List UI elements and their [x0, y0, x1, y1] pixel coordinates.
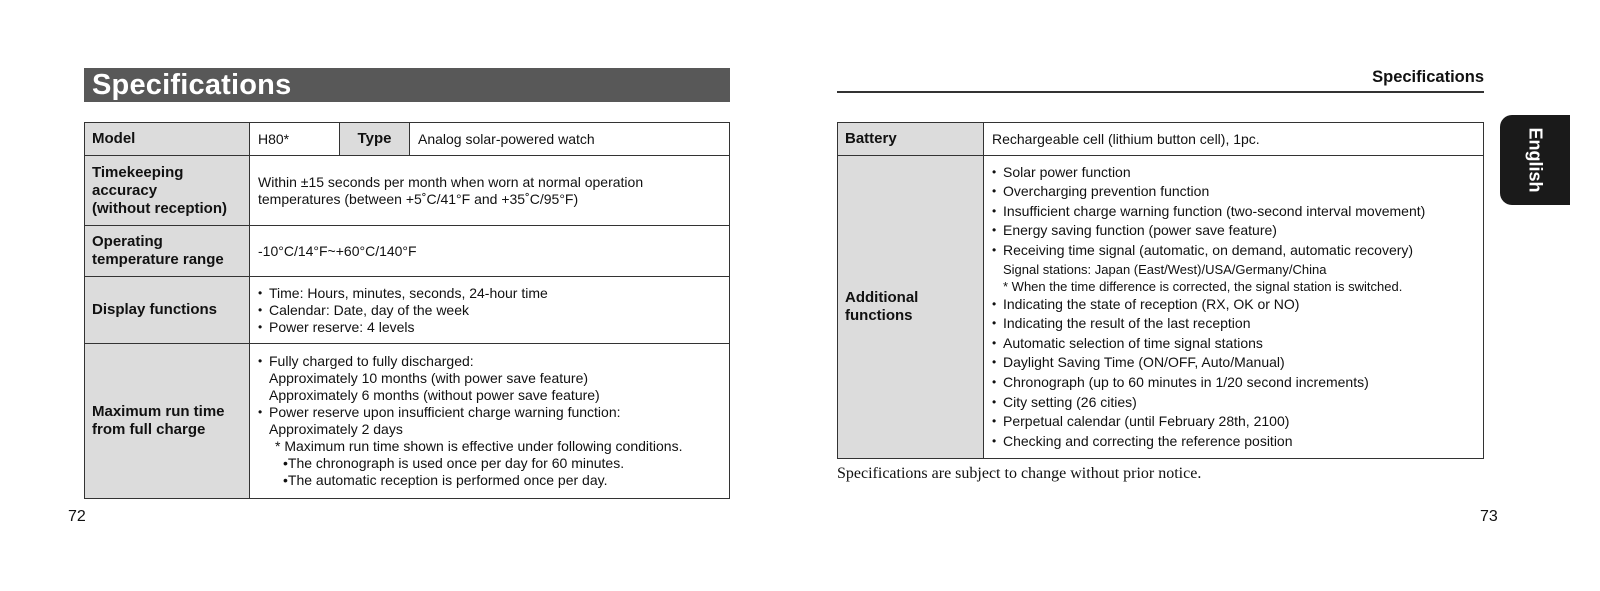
change-notice: Specifications are subject to change without prior notice.: [837, 465, 1202, 482]
header-rule: [837, 91, 1484, 93]
list-item: • Fully charged to fully discharged: Approximately 10 months (with power save feature) Approximately 6 months (without power save feature): [258, 353, 721, 404]
list-item: • Solar power function: [992, 163, 1475, 183]
specifications-table: [84, 122, 730, 499]
type-value: Analog solar-powered watch: [410, 123, 730, 156]
table-row: [838, 123, 1484, 156]
run-time-note: * Maximum run time shown is effective under following conditions.: [275, 438, 683, 454]
list-item: • Receiving time signal (automatic, on demand, automatic recovery) Signal stations: Japan (East/West)/USA/Germany/China * When the time difference is corrected, the signal station is switched.: [992, 241, 1475, 295]
operating-temp-value: -10°C/14°F~+60°C/140°F: [250, 226, 730, 277]
list-item: • Automatic selection of time signal stations: [992, 334, 1475, 354]
specifications-table-continued: [837, 122, 1484, 459]
list-item: • Indicating the result of the last reception: [992, 314, 1475, 334]
signal-stations: Signal stations: Japan (East/West)/USA/Germany/China: [1003, 261, 1327, 277]
page-number: 73: [1480, 508, 1498, 525]
model-label: Model: [85, 123, 250, 156]
table-row: [85, 344, 730, 499]
model-value: H80*: [250, 123, 340, 156]
additional-functions-label: Additional functions: [838, 156, 984, 459]
list-item: • City setting (26 cities): [992, 393, 1475, 413]
list-item: • Time: Hours, minutes, seconds, 24-hour time: [258, 285, 721, 302]
battery-value: Rechargeable cell (lithium button cell), 1pc.: [984, 123, 1484, 156]
max-run-time-label: Maximum run time from full charge: [85, 344, 250, 499]
list-item: • Power reserve: 4 levels: [258, 319, 721, 336]
table-row: [85, 226, 730, 277]
timekeeping-label: Timekeeping accuracy (without reception): [85, 156, 250, 226]
list-item: • Checking and correcting the reference position: [992, 432, 1475, 452]
language-tab: [1500, 115, 1570, 205]
running-head: Specifications: [1372, 68, 1484, 86]
max-run-time-value: [250, 344, 730, 499]
signal-note: * When the time difference is corrected, the signal station is switched.: [1003, 278, 1403, 294]
list-item: • Energy saving function (power save feature): [992, 221, 1475, 241]
list-item: • Indicating the state of reception (RX, OK or NO): [992, 295, 1475, 315]
list-item: • Calendar: Date, day of the week: [258, 302, 721, 319]
operating-temp-label: Operating temperature range: [85, 226, 250, 277]
list-item: • Chronograph (up to 60 minutes in 1/20 second increments): [992, 373, 1475, 393]
right-page: [800, 0, 1600, 591]
language-tab-label: English: [1525, 127, 1546, 193]
page-number: 72: [68, 508, 86, 525]
display-functions-value: [250, 277, 730, 344]
additional-functions-value: [984, 156, 1484, 459]
battery-label: Battery: [838, 123, 984, 156]
list-item: • Power reserve upon insufficient charge warning function: Approximately 2 days * Maximum run time shown is effective under following conditions. •The chronograph is used once per day for 60 minutes. •The automatic reception is performed once per day.: [258, 404, 721, 489]
table-row: [85, 123, 730, 156]
timekeeping-value: Within ±15 seconds per month when worn at normal operation temperatures (between +5˚C/41°F and +35˚C/95°F): [250, 156, 730, 226]
list-item: • Perpetual calendar (until February 28th, 2100): [992, 412, 1475, 432]
type-label: Type: [340, 123, 410, 156]
page-title: Specifications: [84, 68, 730, 102]
table-row: [85, 277, 730, 344]
table-row: [838, 156, 1484, 459]
table-row: [85, 156, 730, 226]
display-functions-label: Display functions: [85, 277, 250, 344]
list-item: • Overcharging prevention function: [992, 182, 1475, 202]
list-item: • Insufficient charge warning function (two-second interval movement): [992, 202, 1475, 222]
list-item: • Daylight Saving Time (ON/OFF, Auto/Manual): [992, 353, 1475, 373]
